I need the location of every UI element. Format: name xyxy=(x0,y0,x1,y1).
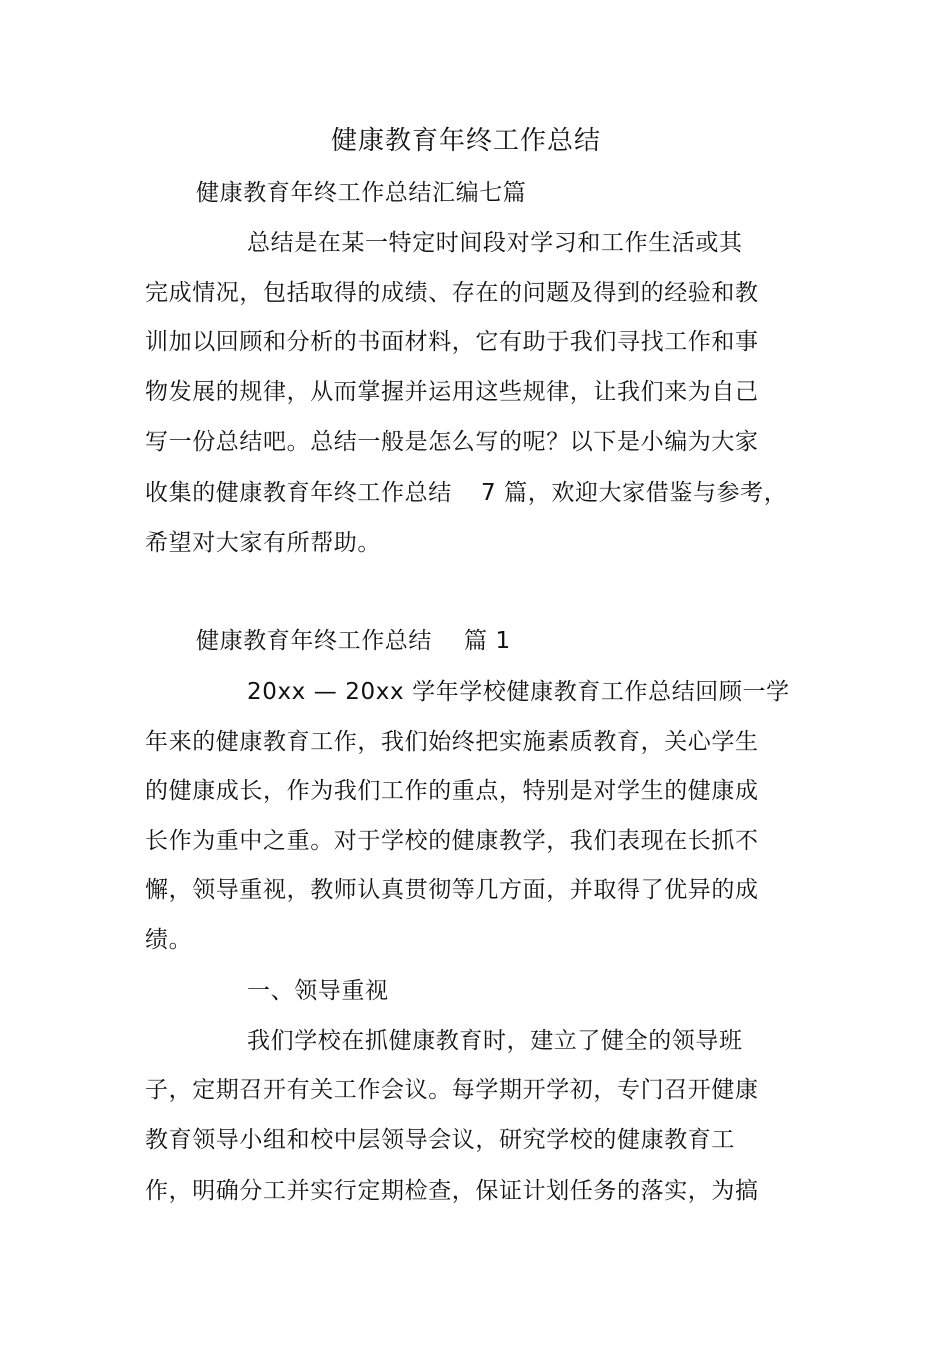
paragraph-line: 教育领导小组和校中层领导会议，研究学校的健康教育工 xyxy=(145,1127,735,1153)
intro-line: 希望对大家有所帮助。 xyxy=(145,530,381,556)
intro-line: 7 篇，欢迎大家借鉴与参考， xyxy=(481,480,788,506)
paragraph-line: 20xx — 20xx 学年学校健康教育工作总结回顾一学 xyxy=(247,679,790,705)
intro-line: 训加以回顾和分析的书面材料，它有助于我们寻找工作和事 xyxy=(145,329,759,355)
paragraph-line: 我们学校在抓健康教育时，建立了健全的领导班 xyxy=(247,1028,743,1054)
paragraph-line: 作，明确分工并实行定期检查，保证计划任务的落实，为搞 xyxy=(145,1178,759,1204)
paragraph-line: 的健康成长，作为我们工作的重点，特别是对学生的健康成 xyxy=(145,778,759,804)
subsection-heading: 一、领导重视 xyxy=(247,978,389,1004)
intro-line: 总结是在某一特定时间段对学习和工作生活或其 xyxy=(247,230,743,256)
section-heading-number: 篇 1 xyxy=(464,628,511,654)
intro-line: 完成情况，包括取得的成绩、存在的问题及得到的经验和教 xyxy=(145,280,759,306)
document-subtitle: 健康教育年终工作总结汇编七篇 xyxy=(196,180,527,206)
document-title: 健康教育年终工作总结 xyxy=(331,126,602,156)
intro-line: 写一份总结吧。总结一般是怎么写的呢？以下是小编为大家 xyxy=(145,429,759,455)
intro-line: 物发展的规律，从而掌握并运用这些规律，让我们来为自己 xyxy=(145,379,759,405)
paragraph-line: 懈，领导重视，教师认真贯彻等几方面，并取得了优异的成 xyxy=(145,877,759,903)
paragraph-line: 年来的健康教育工作，我们始终把实施素质教育，关心学生 xyxy=(145,729,759,755)
paragraph-line: 长作为重中之重。对于学校的健康教学，我们表现在长抓不 xyxy=(145,828,759,854)
section-heading: 健康教育年终工作总结 xyxy=(196,628,432,654)
paragraph-line: 绩。 xyxy=(145,927,193,953)
intro-line: 收集的健康教育年终工作总结 xyxy=(145,480,452,506)
paragraph-line: 子，定期召开有关工作会议。每学期开学初，专门召开健康 xyxy=(145,1077,759,1103)
